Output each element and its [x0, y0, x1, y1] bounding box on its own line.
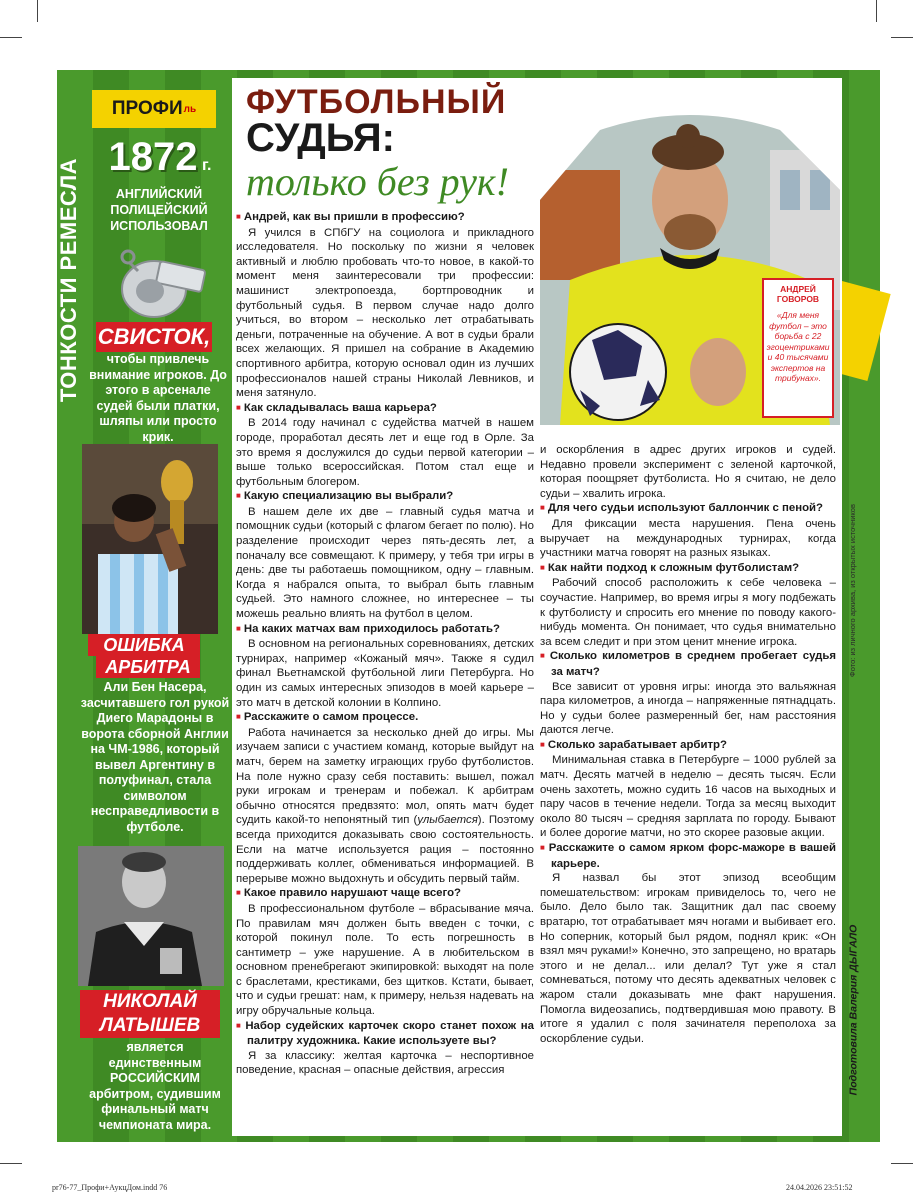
answer-part: ). Поэтому всегда приходится доказывать свою состоятельность. Если на матче используется рация – постоянно поддерживать коллег, обмениваться информацией. В перерыве можно выдохнуть и обсудить первый тайм.: [236, 814, 534, 885]
year-suffix: г.: [201, 157, 212, 174]
maradona-photo: [82, 444, 218, 634]
question: ■ Расскажите о самом процессе.: [236, 710, 534, 726]
rubric-text: ТОНКОСТИ РЕМЕСЛА: [56, 157, 81, 403]
latyshev-photo: [78, 846, 224, 986]
question: ■ Как найти подход к сложным футболистам?: [540, 561, 836, 577]
banner-arbitra: [96, 656, 200, 678]
banner-nikolai-line1: НИКОЛАЙ: [103, 991, 197, 1012]
question: ■ На каких матчах вам приходилось работать?: [236, 622, 534, 638]
fact-text-2: чтобы привлечь внимание игроков. До этого в арсенале судей были платки, шляпы или просто крик.: [89, 352, 227, 444]
crop-mark: [876, 0, 877, 22]
question: ■ Какое правило нарушают чаще всего?: [236, 886, 534, 902]
question: ■ Для чего судьи используют баллончик с пеной?: [540, 501, 836, 517]
quote-box: [762, 278, 834, 418]
quote-name-line2: ГОВОРОВ: [776, 294, 820, 304]
question: ■ Расскажите о самом ярком форс-мажоре в вашей карьере.: [540, 841, 836, 871]
crop-mark: [37, 0, 38, 22]
profi-badge-suffix: ль: [183, 103, 197, 115]
fact-year: [90, 135, 230, 180]
fact-text-3: Али Бен Насера, засчитавшего гол рукой Диего Марадоны в ворота сборной Англии на ЧМ-1986, который вывел Аргентину в полуфинал, стала символом несправедливости в футболе.: [80, 680, 230, 834]
crop-mark: [891, 37, 913, 38]
question: ■ Набор судейских карточек скоро станет похож на палитру художника. Какие используете вы?: [236, 1019, 534, 1049]
answer: Я назвал бы этот эпизод всеобщим помешательством: игрокам привиделось то, чего не было. Дело было так. Защитник дал пас своему вратарю, тот отрабатывает мяч ногами и выбивает его. Но соперник, который был рядом, поднял крик: «Он взял мяч руками!» Конечно, это запрещено, но вратарь этого и не делал... или делал? Тут уже я стал сомневаться, потому что десять адекватных человек с жаром стали доказывать мне факт нарушения. Помогла видеозапись, подтвердившая мою правоту. В итоге я удалил с поля зачинателя переполоха за оскорбление судьи.: [540, 872, 836, 1045]
photo-credit-text: Фото: из личного архива, из открытых источников: [847, 503, 857, 677]
banner-arbitra-line2: АРБИТРА: [105, 657, 191, 677]
question: ■ Какую специализацию вы выбрали?: [236, 489, 534, 505]
latyshev-photo-image: [78, 846, 224, 986]
answer: Я за классику: желтая карточка – неспортивное поведение, красная – опасные действия, агрессия: [236, 1049, 534, 1077]
crop-mark: [891, 1163, 913, 1164]
answer: В профессиональном футболе – вбрасывание мяча. По правилам мяч должен быть введен с точки, с которой покинул поле. То есть погрешность в сантиметр – уже нарушение. А в любительском в основном пренебрегают экипировкой: выходят на поле с браслетами, крестиками, без щитков. Кстати, бывает, что и судьи грешат: нам, к примеру, нельзя надевать на игру обручальные кольца.: [236, 902, 534, 1018]
photo-credit: [846, 470, 858, 710]
banner-latyshev-line2: ЛАТЫШЕВ: [99, 1015, 201, 1036]
answer: Для фиксации места нарушения. Пена очень выручает на международных турнирах, когда участники матча говорят на разных языках.: [540, 517, 836, 560]
banner-latyshev: [80, 1014, 220, 1038]
title-line-1: ФУТБОЛЬНЫЙ: [246, 83, 507, 121]
profi-badge-text: ПРОФИ: [111, 98, 183, 119]
banner-svistok-text: СВИСТОК,: [97, 324, 211, 349]
answer: В нашем деле их две – главный судья матча и помощник судьи (который с флагом бегает по полю). Но разделение происходит через пять-десять лет, а поначалу все совмещают. К примеру, у тебя три игры в день: две ты работаешь помощником, одну – главным. Когда я набрался опыта, то выбрал быть главным судьей. Это намного сложнее, но интереснее – ты можешь реально влиять на футбол в целом.: [236, 505, 534, 621]
whistle-icon: [108, 245, 208, 325]
fact-text-1: АНГЛИЙСКИЙ ПОЛИЦЕЙСКИЙ ИСПОЛЬЗОВАЛ: [110, 187, 208, 233]
banner-svistok: [96, 322, 212, 352]
author-credit: [846, 880, 860, 1140]
question: ■ Сколько зарабатывает арбитр?: [540, 738, 836, 754]
banner-oshibka-line1: ОШИБКА: [103, 635, 185, 655]
footer-file-info: pr76-77_Профи+АукцДом.indd 76: [52, 1183, 168, 1192]
banner-oshibka: [88, 634, 200, 656]
answer: Я учился в СПбГУ на социолога и прикладного исследователя. Но поскольку по жизни я человек активный и люблю пробовать что-то новое, в какой-то момент меня заинтересовали три профессии: машинист электропоезда, бортпроводник и футбольный судья. В первом случае надо долго учиться, во втором – несколько лет отрабатывать деньги, потраченные на обучение. А вот в судьи брали всех желающих. Я пришел на собрание в Академию спортивного арбитра, которую основал один из лучших профессионалов нашей страны Николай Левников, и меня затянуло.: [236, 226, 534, 400]
answer: В основном на региональных соревнованиях, детских турнирах, например «Кожаный мяч». Также я судил финал Вьетнамской футбольной лиги Петербурга. Но один из самых интересных эпизодов в моей карьере – это матч в детской колонии в Колпино.: [236, 638, 534, 709]
article-column-1: [236, 210, 534, 1078]
maradona-photo-image: [82, 444, 218, 634]
footer-timestamp: 24.04.2026 23:51:52: [786, 1183, 853, 1192]
fact-text-4: является единственным РОССИЙСКИМ арбитром, судившим финальный матч чемпионата мира.: [89, 1040, 221, 1132]
answer: [236, 726, 534, 887]
article-column-2: [540, 443, 836, 1046]
profi-badge: [92, 90, 216, 128]
question: ■ Как складывалась ваша карьера?: [236, 401, 534, 417]
year-number: 1872: [108, 135, 198, 179]
answer-continued: и оскорбления в адрес других игроков и судей. Недавно провели эксперимент с зеленой карточкой, которая поощряет футболиста. Но я считаю, не дело судьи – хвалить игрока.: [540, 444, 836, 500]
answer: Все зависит от уровня игры: иногда это вальяжная пара километров, а иногда – напряженные пятнадцать. Но у судьи более размеренный бег, нам расстояния даются легче.: [540, 680, 836, 737]
title-line-2: СУДЬЯ:: [246, 116, 396, 160]
answer: Рабочий способ расположить к себе человека – соучастие. Например, во время игры я могу подбежать к футболисту и спросить его мнение по поводу какого-нибудь момента. Он понимает, что судья внимательно за всем следит и при этом ценит мнение игрока.: [540, 577, 836, 648]
question: ■ Андрей, как вы пришли в профессию?: [236, 210, 534, 226]
answer-part: Работа начинается за несколько дней до игры. Мы изучаем записи с участием команд, которые выйдут на матч, берем на заметку играющих грубо футболистов. На поле нужно сразу себя поставить: вышел, пожал руки игрокам и тренерам и побежал. К арбитрам обычно относятся предвзято: мол, опять матч будет судить какой-то непонятный тип (: [236, 726, 534, 827]
answer: В 2014 году начинал с судейства матчей в нашем городе, проработал десять лет и еще год в Орле. За это время я дослужился до судьи первой категории – выше только всероссийская. Потом стал еще и футбольным блогером.: [236, 417, 534, 488]
answer: Минимальная ставка в Петербурге – 1000 рублей за матч. Десять матчей в неделю – десять тысяч. Если очень захотеть, можно судить 16 часов на выходных и пару часов в течение недели. Тогда за месяц выходит около 80 тысяч – средняя зарплата по городу. Бывают и более дорогие матчи, но это скорее разовые акции.: [540, 754, 836, 840]
answer-emphasis: улыбается: [417, 814, 478, 827]
quote-text: «Для меня футбол – это борьба с 22 эгоцентриками и 40 тысячами экспертов на трибунах».: [766, 310, 830, 383]
crop-mark: [0, 1163, 22, 1164]
question: ■ Сколько километров в среднем пробегает судья за матч?: [540, 649, 836, 679]
author-credit-text: Подготовила Валерия ДЫГАЛО: [847, 924, 860, 1096]
quote-name-line1: АНДРЕЙ: [780, 284, 816, 294]
rubric-vertical: [57, 120, 81, 440]
title-line-3: только без рук!: [246, 159, 509, 204]
banner-nikolai: [80, 990, 220, 1014]
crop-mark: [0, 37, 22, 38]
